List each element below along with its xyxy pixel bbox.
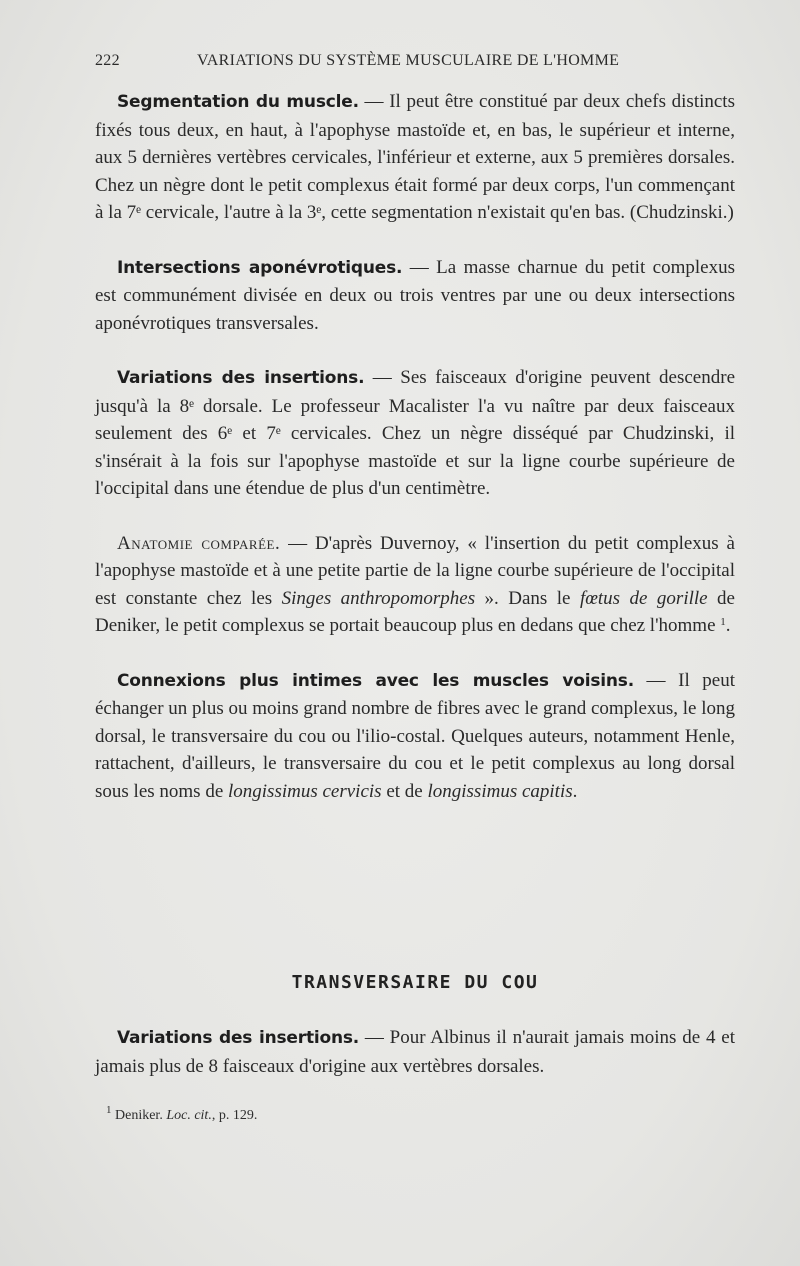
paragraph-text: — Il peut être constitué par deux chefs distincts fixés tous deux, en haut, à l'apophyse mastoïde et, en bas, le supérieur et interne, aux 5 dernières vertèbres cervicales, l'inférieur et externe, aux 5 premières dorsales. Chez un nègre dont le petit complexus était formé par deux corps, l'un commençant à la 7ᵉ cervicale, l'autre à la 3ᵉ, cette segmentation n'existait qu'en bas. (Chudzinski.)	[95, 91, 735, 223]
paragraph-heading: Anatomie comparée.	[117, 532, 281, 554]
paragraph-text: — D'après Duvernoy, « l'insertion du petit complexus à l'apophyse mastoïde et à une petite partie de la ligne courbe supérieure de l'occipital est constante chez les	[95, 532, 735, 609]
footnote	[106, 1104, 706, 1124]
page-number: 222	[95, 52, 120, 69]
paragraph-text: .	[572, 780, 578, 802]
paragraph-heading: Variations des insertions.	[117, 1028, 360, 1048]
paragraph-heading: Intersections aponévrotiques.	[117, 257, 403, 278]
paragraph-variations	[95, 364, 735, 503]
main-text	[95, 88, 735, 805]
paragraph-text: — La masse charnue du petit complexus est communément divisée en deux ou trois ventres par une ou deux intersections aponévrotiques transversales.	[95, 256, 735, 334]
paragraph-heading: Segmentation du muscle.	[117, 92, 359, 112]
paragraph-text: — Il peut échanger un plus ou moins grand nombre de fibres avec le grand complexus, le long dorsal, le transversaire du cou ou l'ilio-costal. Quelques auteurs, notamment Henle, rattachent, d'ailleurs, le transversaire du cou et le petit complexus au long dorsal sous les noms de	[95, 669, 736, 802]
page-header	[95, 52, 735, 74]
footnote-reference[interactable]: 1	[720, 616, 726, 628]
italic-term: longissimus capitis	[427, 780, 573, 802]
footnote-author: Deniker.	[111, 1108, 167, 1123]
paragraph-segmentation	[95, 88, 735, 227]
paragraph-heading: Variations des insertions.	[117, 368, 365, 388]
italic-term: longissimus cervicis	[228, 780, 382, 802]
paragraph-text: et de	[381, 780, 428, 802]
paragraph-text: — Pour Albinus il n'aurait jamais moins de 4 et jamais plus de 8 faisceaux d'origine aux vertèbres dorsales.	[95, 1027, 735, 1077]
footnote-rest: , p. 129.	[211, 1108, 258, 1123]
paragraph-heading: Connexions plus intimes avec les muscles voisins.	[117, 670, 634, 691]
paragraph-intersections	[95, 254, 735, 338]
paragraph-text: ». Dans le	[475, 587, 580, 609]
paragraph-text: de Deniker, le petit complexus se portait beaucoup plus en dedans que chez l'homme	[95, 587, 735, 636]
running-title: VARIATIONS DU SYSTÈME MUSCULAIRE DE L'HOMME	[197, 52, 620, 69]
paragraph-anatomie-comparee	[95, 530, 735, 640]
paragraph-text: .	[725, 615, 731, 636]
section-text	[95, 1024, 735, 1080]
paragraph-section-variations	[95, 1024, 735, 1080]
italic-term: fœtus de gorille	[579, 587, 708, 609]
footnote-citation: Loc. cit.	[166, 1108, 212, 1123]
paragraph-connexions	[95, 667, 735, 806]
paragraph-text: — Ses faisceaux d'origine peuvent descendre jusqu'à la 8ᵉ dorsale. Le professeur Macalister l'a vu naître par deux faisceaux seulement des 6ᵉ et 7ᵉ cervicales. Chez un nègre disséqué par Chudzinski, il s'insérait à la fois sur l'apophyse mastoïde et sur la ligne courbe supérieure de l'occipital dans une étendue de plus d'un centimètre.	[95, 367, 735, 499]
section-title: TRANSVERSAIRE DU COU	[291, 972, 539, 993]
italic-term: Singes anthropomorphes	[281, 587, 476, 609]
footnote-marker: 1	[106, 1104, 112, 1116]
